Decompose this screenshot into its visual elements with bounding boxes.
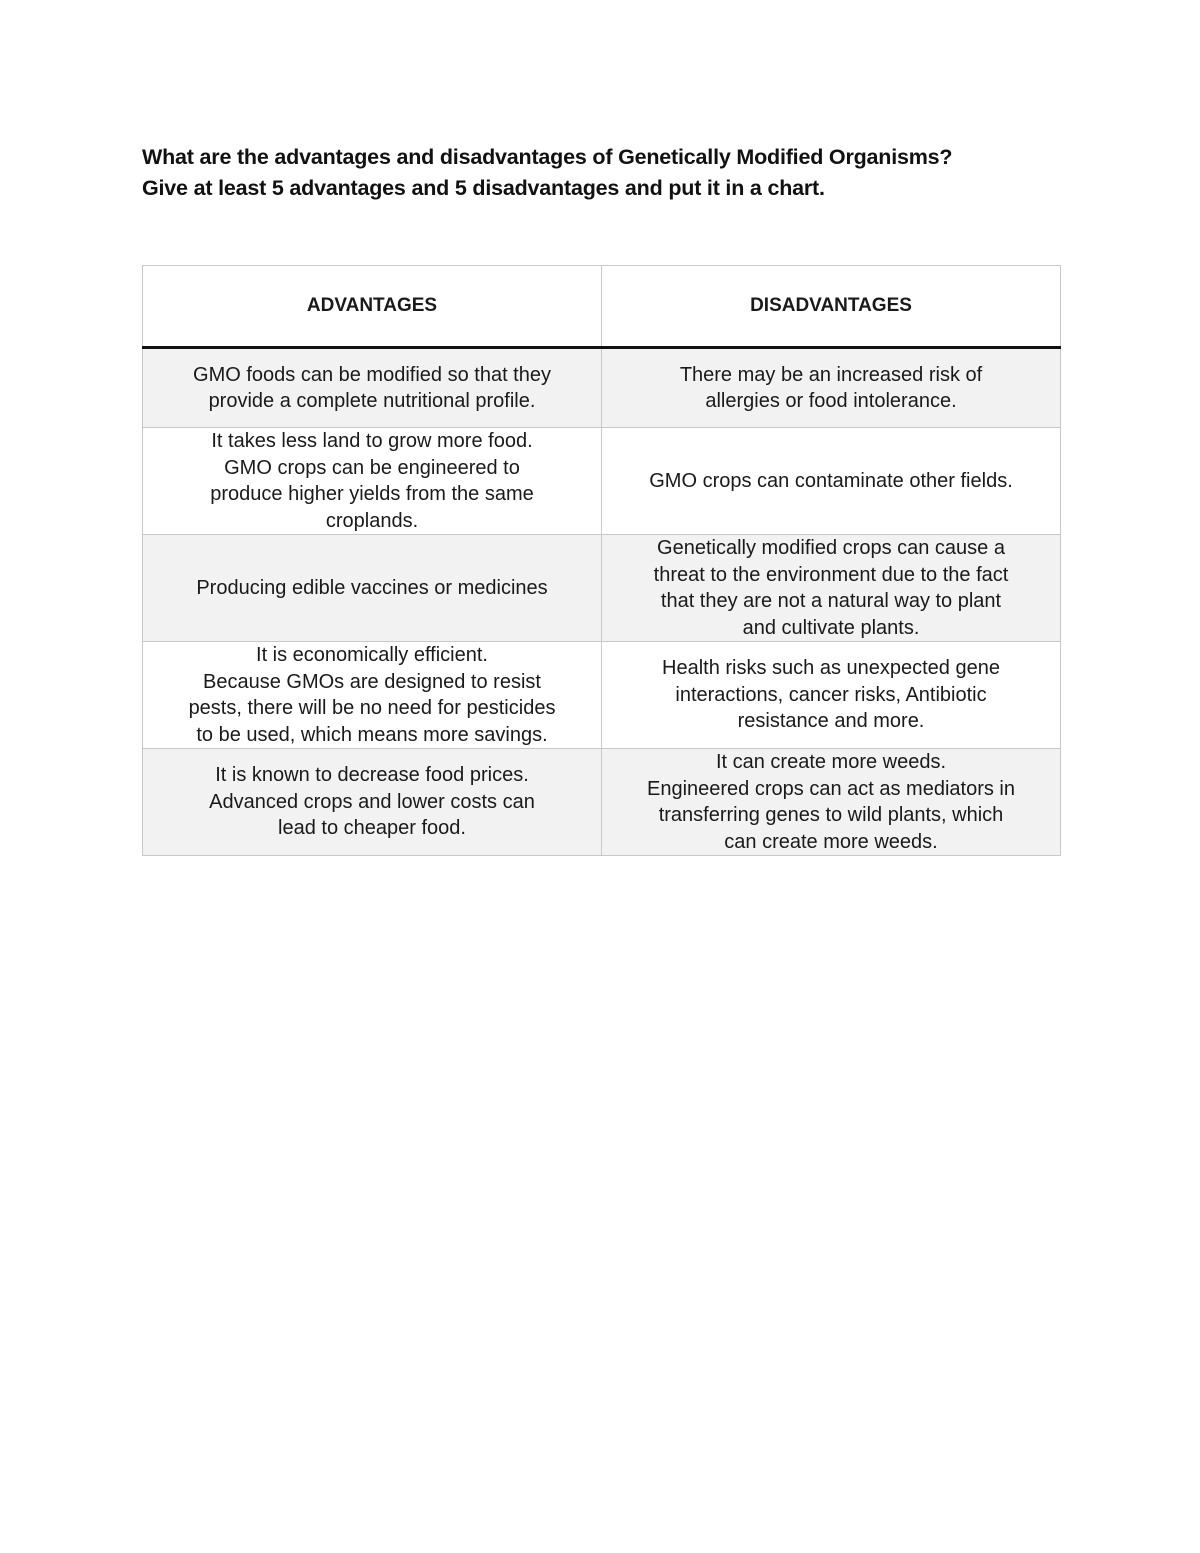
cell-line: Because GMOs are designed to resist [203, 670, 541, 693]
cell-line: produce higher yields from the same [210, 483, 534, 505]
cell-line: GMO crops can be engineered to [224, 456, 520, 479]
disadvantage-cell [602, 348, 1061, 428]
table-row [143, 642, 1061, 749]
cell-line: pests, there will be no need for pesticides [188, 697, 556, 719]
cell-line: resistance and more. [737, 710, 925, 733]
table-row [143, 749, 1061, 856]
cell-line: Health risks such as unexpected gene [662, 657, 1000, 680]
cell-line: transferring genes to wild plants, which [658, 804, 1004, 826]
cell-line: allergies or food intolerance. [705, 390, 957, 412]
cell-line: interactions, cancer risks, Antibiotic [675, 683, 987, 706]
question-prompt [142, 142, 1082, 204]
advantages-header: ADVANTAGES [143, 266, 602, 348]
table-row [143, 535, 1061, 642]
cell-line: lead to cheaper food. [278, 817, 466, 840]
cell-line: that they are not a natural way to plant [660, 590, 1002, 612]
disadvantage-cell [602, 428, 1061, 535]
cell-line: GMO foods can be modified so that they [193, 363, 551, 386]
cell-line: Genetically modified crops can cause a [657, 537, 1005, 559]
disadvantage-cell [602, 535, 1061, 642]
cell-line: provide a complete nutritional profile. [208, 390, 536, 412]
cell-line: It is known to decrease food prices. [215, 764, 529, 787]
cell-line: and cultivate plants. [742, 616, 920, 639]
advantage-cell [143, 749, 602, 856]
question-line-1: What are the advantages and disadvantages of Genetically Modified Organisms? [142, 145, 953, 169]
cell-line: Producing edible vaccines or medicines [196, 576, 548, 599]
cell-line: threat to the environment due to the fact [653, 563, 1009, 586]
comparison-table [142, 265, 1061, 856]
header-row [143, 266, 1061, 348]
advantage-cell [143, 535, 602, 642]
disadvantage-cell [602, 642, 1061, 749]
table-row [143, 348, 1061, 428]
cell-line: It is economically efficient. [256, 644, 488, 666]
cell-line: Advanced crops and lower costs can [209, 790, 535, 813]
cell-line: to be used, which means more savings. [196, 723, 548, 746]
advantage-cell [143, 642, 602, 749]
cell-line: GMO crops can contaminate other fields. [649, 469, 1013, 492]
cell-line: can create more weeds. [724, 830, 938, 853]
cell-line: It takes less land to grow more food. [211, 430, 533, 452]
cell-line: croplands. [325, 509, 419, 532]
cell-line: It can create more weeds. [715, 751, 947, 773]
disadvantages-header: DISADVANTAGES [602, 266, 1061, 348]
advantage-cell [143, 428, 602, 535]
disadvantage-cell [602, 749, 1061, 856]
gmo-comparison-chart [142, 265, 1061, 856]
table-row [143, 428, 1061, 535]
advantage-cell [143, 348, 602, 428]
cell-line: Engineered crops can act as mediators in [647, 777, 1015, 800]
cell-line: There may be an increased risk of [679, 363, 983, 386]
question-line-2: Give at least 5 advantages and 5 disadvantages and put it in a chart. [142, 176, 825, 200]
